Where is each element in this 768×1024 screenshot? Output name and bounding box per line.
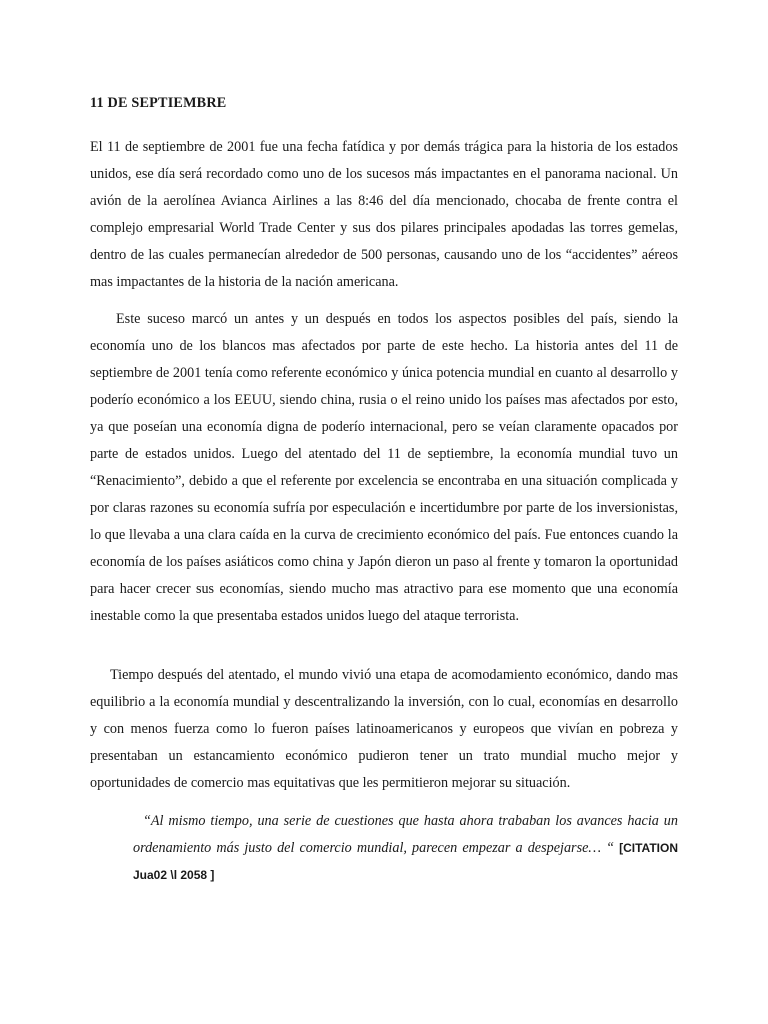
paragraph-1: El 11 de septiembre de 2001 fue una fecha fatídica y por demás trágica para la historia de los estados unidos, ese día será recordado como uno de los sucesos más impactantes en el panorama nacional. Un avión de la aerolínea Avianca Airlines a las 8:46 del día mencionado, chocaba de frente contra el complejo empresarial World Trade Center y sus dos pilares principales apodadas las torres gemelas, dentro de las cuales permanecían alrededor de 500 personas, causando uno de los “accidentes” aéreos mas impactantes de la historia de la nación americana. — [90, 139, 678, 290]
document-title: 11 DE SEPTIEMBRE — [90, 95, 227, 111]
paragraph-3: Tiempo después del atentado, el mundo vivió una etapa de acomodamiento económico, dando mas equilibrio a la economía mundial y descentralizando la inversión, con lo cual, economías en desarrollo y con menos fuerza como lo fueron países latinoamericanos y europeos que vivían en pobreza y presentaban un estancamiento económico pudieron tener un trato mundial mucho mejor y oportunidades de comercio mas equitativas que les permitieron mejorar su situación. — [90, 667, 678, 791]
quote-text: “Al mismo tiempo, una serie de cuestiones que hasta ahora trababan los avances hacia un ordenamiento más justo del comercio mundial, parecen empezar a despejarse… “ — [133, 813, 678, 856]
citation-field: [CITATION Jua02 \l 2058 ] — [133, 841, 678, 882]
paragraph-2: Este suceso marcó un antes y un después en todos los aspectos posibles del país, siendo la economía uno de los blancos mas afectados por parte de este hecho. La historia antes del 11 de septiembre de 2001 tenía como referente económico y única potencia mundial en cuanto al desarrollo y poderío económico a los EEUU, siendo china, rusia o el reino unido los países mas afectados por esto, ya que poseían una economía digna de poderío internacional, pero se veían claramente opacados por parte de estados unidos. Luego del atentado del 11 de septiembre, la economía mundial tuvo un “Renacimiento”, debido a que el referente por excelencia se encontraba en una situación complicada y por claras razones su economía sufría por especulación e incertidumbre por parte de los inversionistas, lo que llevaba a una clara caída en la curva de crecimiento económico del país. Fue entonces cuando la economía de los países asiáticos como china y Japón dieron un paso al frente y tomaron la oportunidad para hacer crecer sus economías, siendo mucho mas atractivo para ese momento que una economía inestable como la que presentaba estados unidos luego del ataque terrorista. — [90, 311, 678, 624]
block-quote — [133, 808, 678, 889]
